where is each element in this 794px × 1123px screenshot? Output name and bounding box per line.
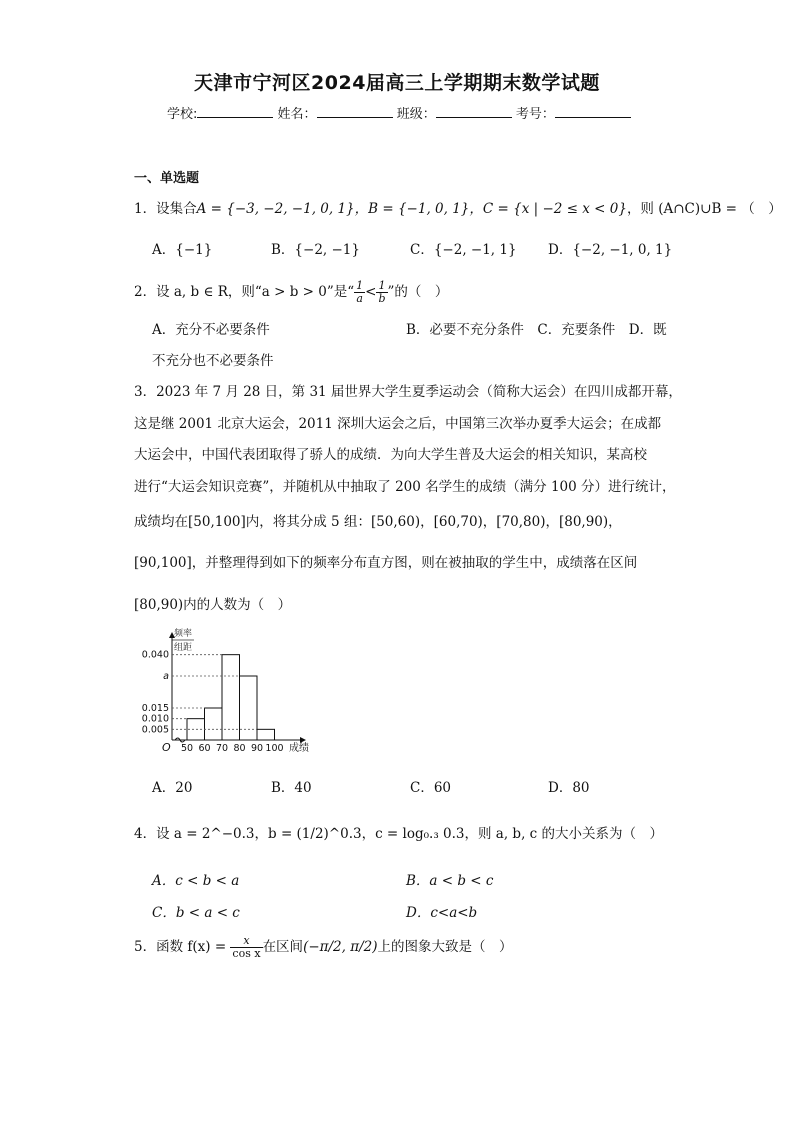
q3-line-2: 这是继 2001 北京大运会，2011 深圳大运会之后，中国第三次举办夏季大运会；在成都 xyxy=(134,416,662,432)
q2-stem-pre: 2．设 a, b ∈ R，则“a > b > 0”是“ xyxy=(134,284,355,300)
question-5 xyxy=(134,935,513,960)
y-tick-label: 0.005 xyxy=(141,724,169,736)
frequency-histogram xyxy=(128,624,328,756)
q1-set-b: ，B = {−1, 0, 1} xyxy=(354,201,470,217)
histogram-bar xyxy=(240,676,258,740)
q2-option-d-cont: 不充分也不必要条件 xyxy=(152,353,274,369)
x-tick-label: 100 xyxy=(265,743,284,754)
q3-line-7: [80,90)内的人数为（ ） xyxy=(134,597,292,613)
q3-option-b: B．40 xyxy=(271,780,312,796)
q3-option-c: C．60 xyxy=(410,780,452,796)
q5-stem-pre: 5．函数 f(x) = xyxy=(134,939,231,955)
student-info-row xyxy=(167,103,631,122)
class-label: 班级： xyxy=(396,107,436,122)
q3-line-6: [90,100]，并整理得到如下的频率分布直方图，则在被抽取的学生中，成绩落在区间 xyxy=(134,555,638,571)
id-blank xyxy=(555,105,631,118)
origin-label: O xyxy=(162,741,171,754)
x-tick-label: 60 xyxy=(198,743,211,754)
q2-frac1-num: 1 xyxy=(356,279,364,292)
histogram-bar xyxy=(205,708,223,740)
q3-line-3: 大运会中，中国代表团取得了骄人的成绩．为向大学生普及大运会的相关知识，某高校 xyxy=(134,447,647,463)
y-tick-label: 0.015 xyxy=(141,703,169,714)
q3-line-5: 成绩均在[50,100]内，将其分成 5 组：[50,60)，[60,70)，[70,80)，[80,90)， xyxy=(134,514,622,530)
q2-option-a: A．充分不必要条件 xyxy=(152,322,270,338)
histogram-bar xyxy=(222,655,240,740)
y-tick-label: 0.040 xyxy=(141,649,169,661)
name-blank xyxy=(317,105,393,118)
school-label: 学校: xyxy=(167,107,198,122)
x-tick-label: 50 xyxy=(180,743,194,754)
q4-option-c: C．b < a < c xyxy=(152,905,240,921)
q5-stem-post: 上的图象大致是（ ） xyxy=(377,939,513,955)
ylabel-top: 频率 xyxy=(174,629,193,639)
q5-fraction xyxy=(230,935,262,960)
x-tick-label: 90 xyxy=(250,743,264,754)
q2-frac2-den: b xyxy=(378,292,386,305)
q4-option-d: D．c<a<b xyxy=(406,905,478,921)
q5-stem-mid: 在区间 xyxy=(262,939,304,955)
id-label: 考号： xyxy=(515,107,555,122)
y-tick-label: 0.010 xyxy=(141,713,169,725)
q2-less-than: < xyxy=(365,284,377,300)
q1-set-c: ，C = {x | −2 ≤ x < 0} xyxy=(469,201,627,217)
question-4: 4．设 a = 2^−0.3，b = (1/2)^0.3，c = log₀.₃ 0.3，则 a, b, c 的大小关系为（ ） xyxy=(134,826,663,842)
q2-fraction-1-over-b xyxy=(376,280,387,305)
class-blank xyxy=(436,105,512,118)
question-2 xyxy=(134,280,448,305)
q5-frac-den: cos x xyxy=(232,947,261,960)
y-tick-label: a xyxy=(163,671,169,682)
q1-set-a: A = {−3, −2, −1, 0, 1} xyxy=(196,201,355,217)
q1-option-a: A．{−1} xyxy=(152,242,213,258)
q4-option-a: A．c < b < a xyxy=(152,873,240,889)
q3-line-1: 3．2023 年 7 月 28 日，第 31 届世界大学生夏季运动会（简称大运会）在四川成都开幕， xyxy=(134,384,682,400)
q3-option-d: D．80 xyxy=(548,780,590,796)
histogram-bar xyxy=(257,729,275,740)
ylabel-bottom: 组距 xyxy=(174,643,193,653)
q2-stem-post: ”的（ ） xyxy=(387,284,449,300)
q1-option-d: D．{−2, −1, 0, 1} xyxy=(548,242,673,258)
q5-frac-num: x xyxy=(230,935,262,948)
q1-option-b: B．{−2, −1} xyxy=(271,242,360,258)
section-heading: 一、单选题 xyxy=(134,171,200,186)
name-label: 姓名： xyxy=(277,107,317,122)
page-title: 天津市宁河区2024届高三上学期期末数学试题 xyxy=(194,72,600,94)
q3-option-a: A．20 xyxy=(152,780,193,796)
q4-option-b: B．a < b < c xyxy=(406,873,494,889)
x-axis-label: 成绩 xyxy=(289,743,309,754)
q2-option-bcd: B．必要不充分条件 C．充要条件 D．既 xyxy=(406,322,667,338)
q2-fraction-1-over-a xyxy=(354,280,365,305)
question-1 xyxy=(134,197,782,217)
q1-ask: ，则 (A∩C)∪B = （ ） xyxy=(626,201,782,217)
q1-option-c: C．{−2, −1, 1} xyxy=(410,242,517,258)
q3-line-4: 进行“大运会知识竞赛”，并随机从中抽取了 200 名学生的成绩（满分 100 分）进行统计， xyxy=(134,479,676,495)
x-tick-label: 70 xyxy=(215,743,229,754)
q1-number: 1．设集合 xyxy=(134,201,197,217)
q2-frac2-num: 1 xyxy=(376,280,387,293)
q5-interval: (−π/2, π/2) xyxy=(303,939,378,955)
q2-frac1-den: a xyxy=(356,292,363,305)
x-tick-label: 80 xyxy=(233,743,246,754)
school-blank xyxy=(197,105,273,118)
